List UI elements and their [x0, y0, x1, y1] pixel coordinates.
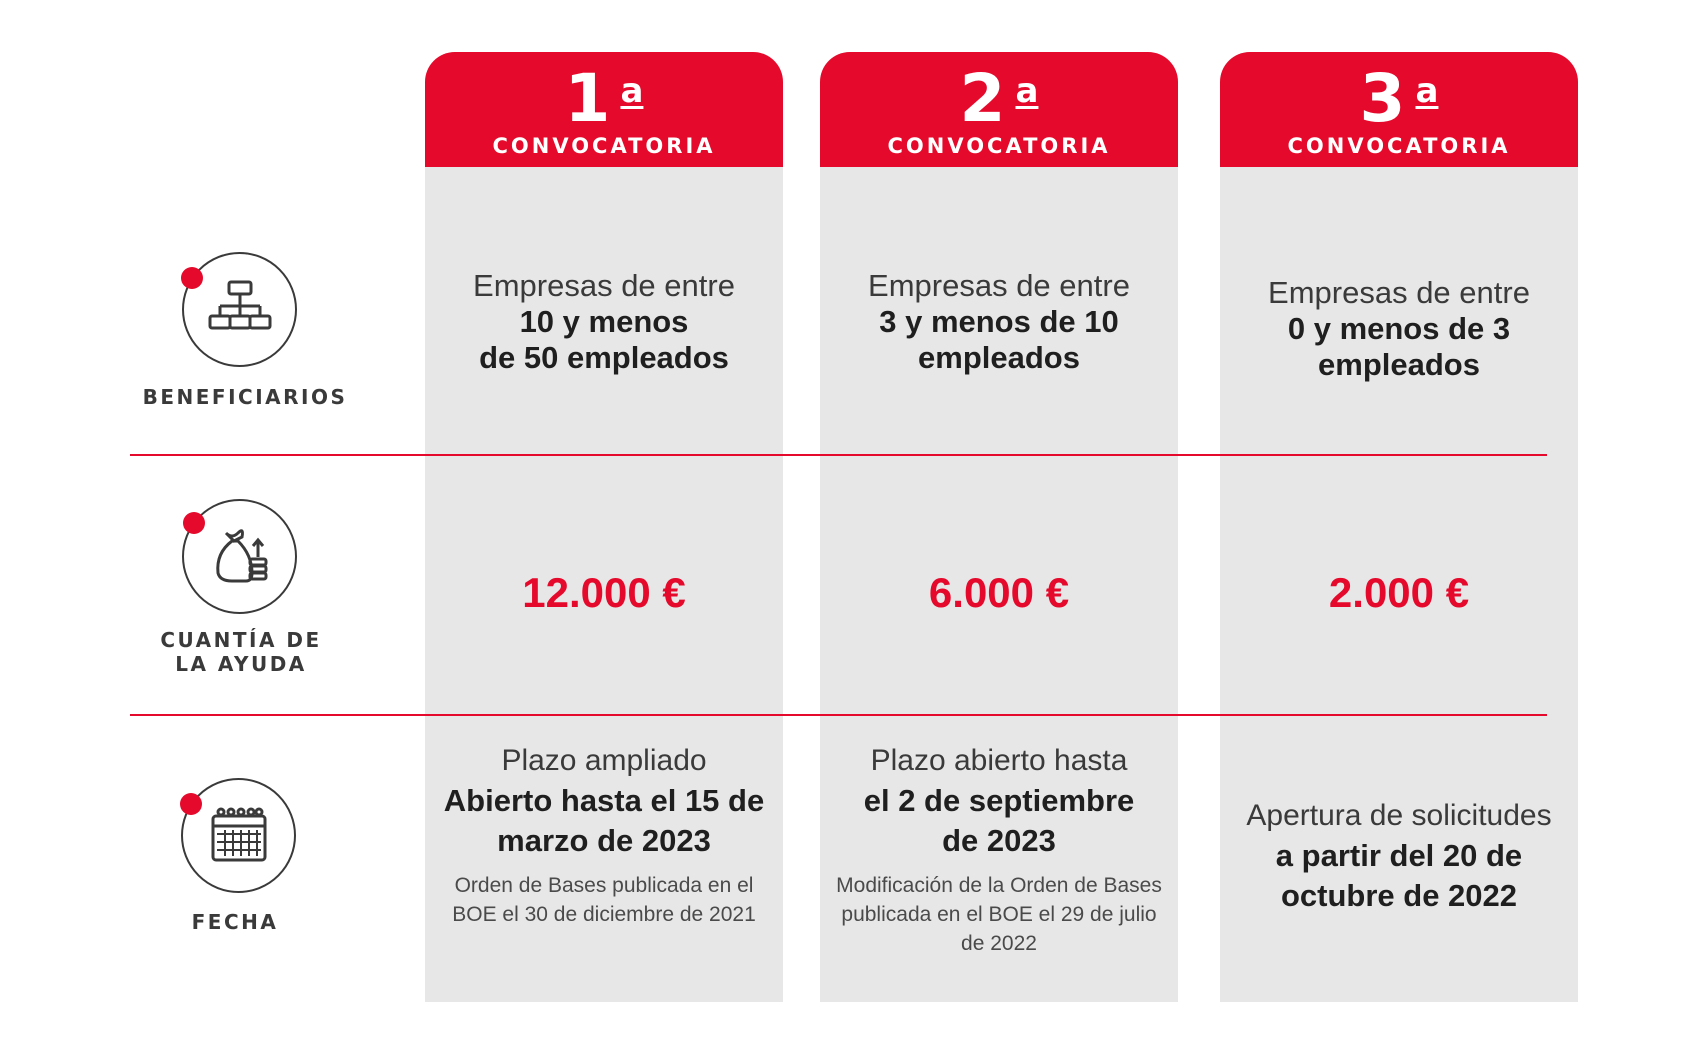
row-divider-1 [130, 454, 1547, 456]
convocatoria-number: 3 $^a$ [1359, 60, 1439, 137]
fecha-cell-2: Plazo abierto hasta el 2 de septiembre de 2023 Modificación de la Orden de Bases publicada en el BOE el 29 de julio de 2022 [836, 744, 1162, 955]
row-divider-2 [130, 714, 1547, 716]
cuantia-amount-3: 2.000 € [1328, 569, 1470, 616]
fecha-cell-3: Apertura de solicitudes a partir del 20 de octubre de 2022 [1246, 799, 1552, 913]
column-3-header [1220, 52, 1578, 167]
row-marker-dot [181, 267, 203, 289]
beneficiarios-cell-2: Empresas de entre 3 y menos de 10 empleados [868, 268, 1130, 375]
convocatoria-number: 1 $^a$ [564, 60, 644, 137]
column-1-header [425, 52, 783, 167]
row-marker-dot [180, 793, 202, 815]
cuantia-amount-1: 12.000 € [522, 569, 686, 616]
row-label-fecha: FECHA [191, 910, 279, 934]
row-label-cuantia: CUANTÍA DE LA AYUDA [160, 628, 322, 676]
fecha-cell-1: Plazo ampliado Abierto hasta el 15 de marzo de 2023 Orden de Bases publicada en el BOE el 30 de diciembre de 2021 [443, 744, 765, 926]
convocatoria-number: 2 $^a$ [959, 60, 1039, 137]
column-2-header [820, 52, 1178, 167]
cuantia-amount-2: 6.000 € [928, 569, 1070, 616]
beneficiarios-cell-3: Empresas de entre 0 y menos de 3 empleados [1268, 275, 1530, 382]
convocatoria-title: CONVOCATORIA [887, 134, 1111, 158]
row-marker-dot [183, 512, 205, 534]
convocatoria-title: CONVOCATORIA [492, 134, 716, 158]
convocatoria-title: CONVOCATORIA [1287, 134, 1511, 158]
row-label-beneficiarios: BENEFICIARIOS [142, 385, 348, 409]
beneficiarios-cell-1: Empresas de entre 10 y menos de 50 empleados [473, 268, 735, 375]
